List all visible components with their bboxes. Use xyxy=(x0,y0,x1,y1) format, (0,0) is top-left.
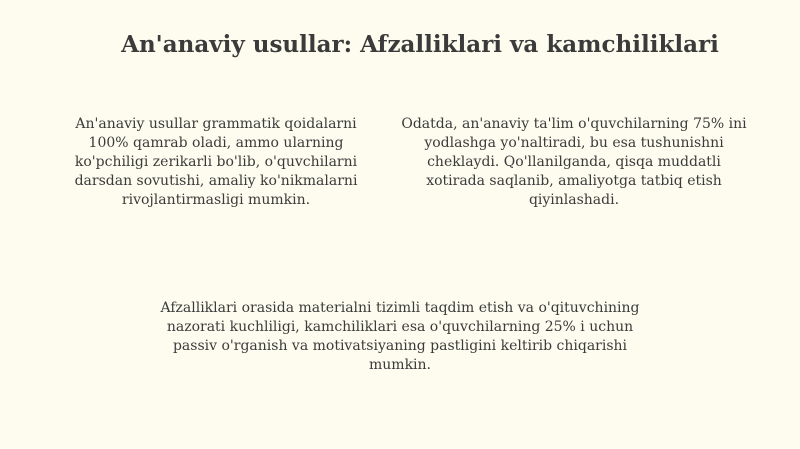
slide-title: An'anaviy usullar: Afzalliklari va kamchiliklari xyxy=(121,31,719,58)
paragraph-right: Odatda, an'anaviy ta'lim o'quvchilarning 75% ini yodlashga yo'naltiradi, bu esa tushunishni cheklaydi. Qo'llanilganda, qisqa muddatli xotirada saqlanib, amaliyotga tatbiq etish qiyinlashadi. xyxy=(401,116,747,208)
paragraph-left: An'anaviy usullar grammatik qoidalarni 100% qamrab oladi, ammo ularning ko'pchiligi zerikarli bo'lib, o'quvchilarni darsdan sovutishi, amaliy ko'nikmalarni rivojlantirmasligi mumkin. xyxy=(74,116,358,208)
paragraph-bottom: Afzalliklari orasida materialni tizimli taqdim etish va o'qituvchining nazorati kuchliligi, kamchiliklari esa o'quvchilarning 25% i uchun passiv o'rganish va motivatsiyaning pastligini keltirib chiqarishi mumkin. xyxy=(160,300,640,373)
